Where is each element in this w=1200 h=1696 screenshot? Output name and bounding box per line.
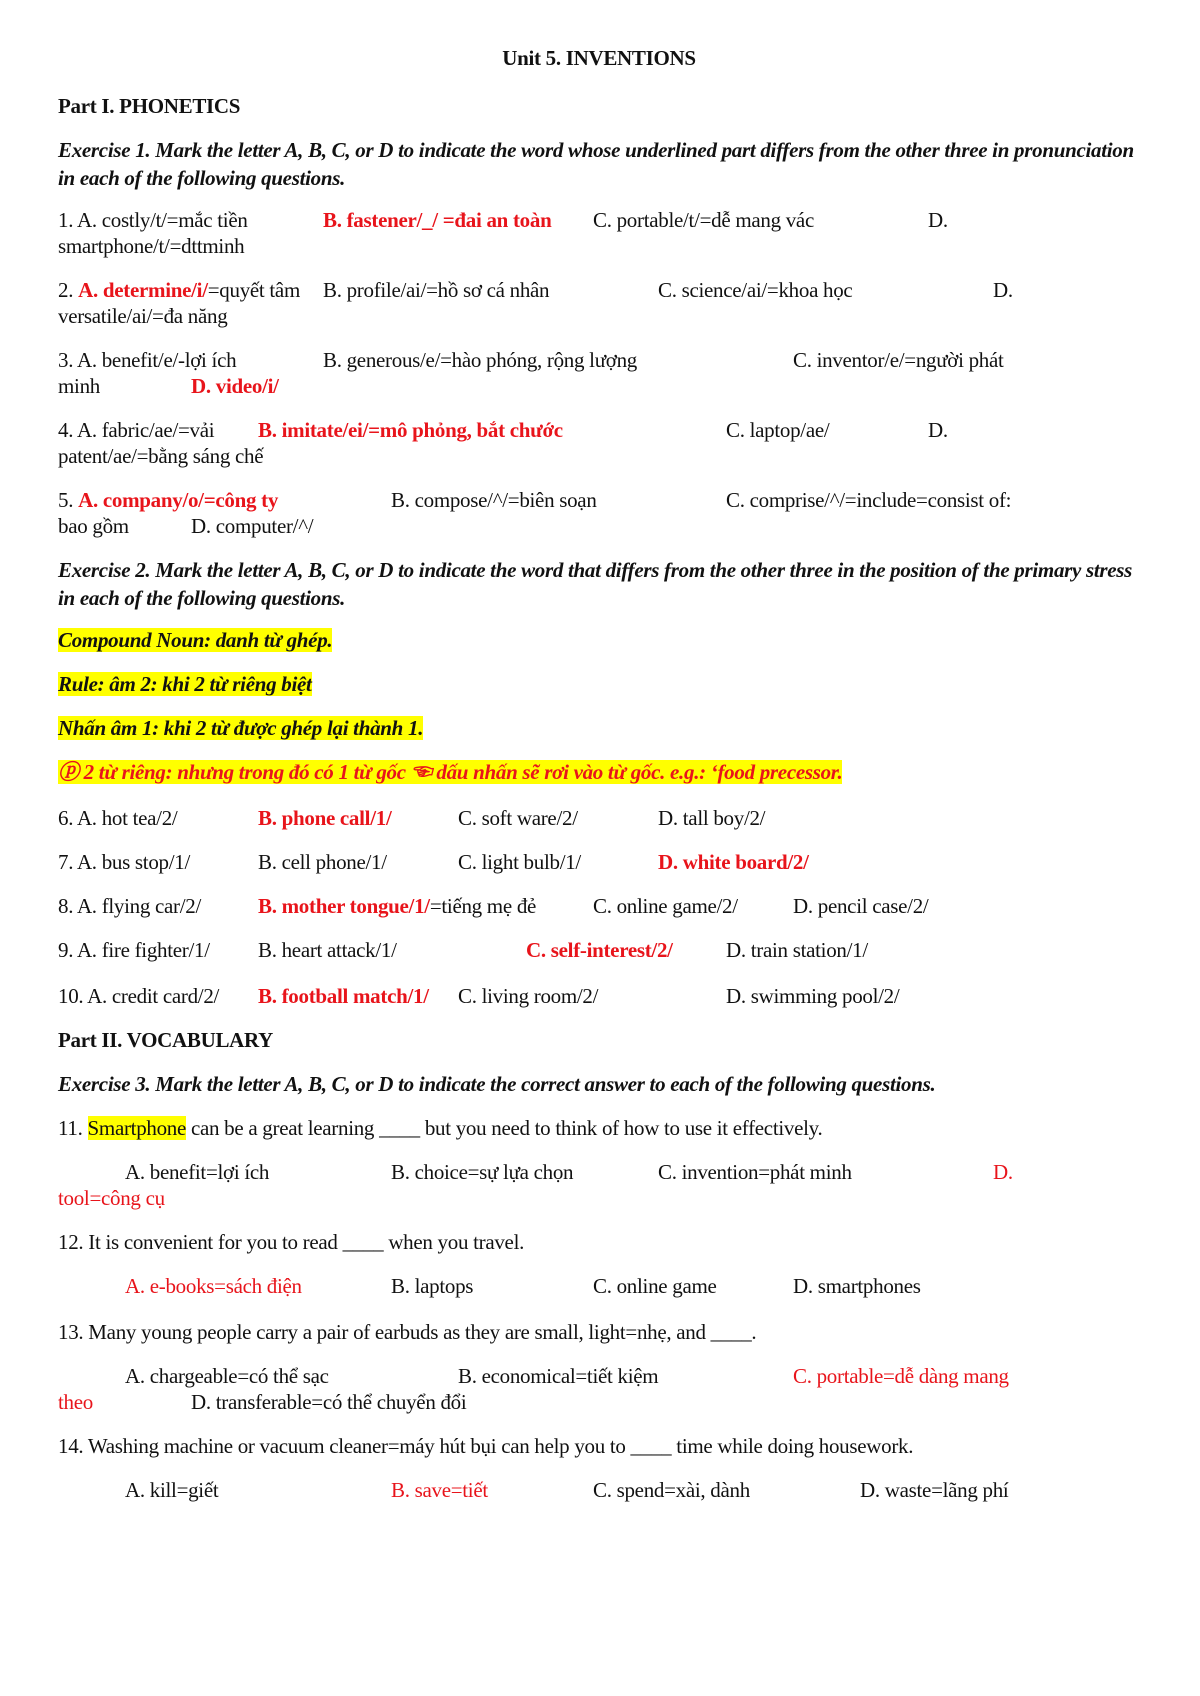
option-d: D. pencil case/2/ <box>793 894 929 918</box>
option-d: D. transferable=có thể chuyển đổi <box>191 1390 467 1414</box>
option-c: C. living room/2/ <box>458 984 599 1008</box>
option-a: A. fabric/ae/=vải <box>76 418 215 442</box>
highlighted-word: Smartphone <box>87 1116 187 1140</box>
option-d-continued: tool=công cụ <box>58 1186 165 1210</box>
question-text: can be a great learning ____ but you need to think of how to use it effectively. <box>186 1116 823 1140</box>
highlighted-note: Nhấn âm 1: khi 2 từ được ghép lại thành 1. <box>58 716 424 740</box>
option-c: C. light bulb/1/ <box>458 850 581 874</box>
option-d: D. <box>928 208 948 232</box>
option-c: C. soft ware/2/ <box>458 806 578 830</box>
part-heading: Part II. VOCABULARY <box>58 1028 274 1052</box>
option-c: C. comprise/^/=include=consist of: <box>726 488 1012 512</box>
option-a: 10. A. credit card/2/ <box>58 984 220 1008</box>
question-number: 2. <box>58 278 79 302</box>
highlighted-note: Rule: âm 2: khi 2 từ riêng biệt <box>58 672 312 696</box>
question-number: 3. <box>58 348 77 372</box>
option-b-answer: B. football match/1/ <box>258 984 429 1008</box>
option-c-continued: bao gồm <box>58 514 129 538</box>
option-a-answer: A. company/o/=công ty <box>78 488 279 512</box>
option-d-answer: D. video/i/ <box>191 374 279 398</box>
option-d: D. <box>993 278 1013 302</box>
option-a: 8. A. flying car/2/ <box>58 894 202 918</box>
option-a-answer: A. e-books=sách điện <box>125 1274 302 1298</box>
option-a: 9. A. fire fighter/1/ <box>58 938 210 962</box>
question-number: 11. <box>58 1116 88 1140</box>
exercise-instruction: Exercise 1. Mark the letter A, B, C, or D to indicate the word whose underlined part differs from the other three in pronunciation in each of the following questions. <box>58 138 1134 190</box>
option-b-answer: B. mother tongue/1/ <box>258 894 430 918</box>
option-b: B. profile/ai/=hồ sơ cá nhân <box>323 278 550 302</box>
question-number: 4. <box>58 418 77 442</box>
exercise-instruction: Exercise 3. Mark the letter A, B, C, or D to indicate the correct answer to each of the following questions. <box>58 1072 936 1096</box>
option-c-answer: C. self-interest/2/ <box>526 938 673 962</box>
option-c: C. invention=phát minh <box>658 1160 852 1184</box>
question-number: 1. <box>58 208 77 232</box>
option-a-answer: A. determine/i/ <box>78 278 208 302</box>
option-a: A. chargeable=có thể sạc <box>125 1364 329 1388</box>
question-12-stem: 12. It is convenient for you to read ____ when you travel. <box>58 1230 525 1254</box>
option-c: C. spend=xài, dành <box>593 1478 750 1502</box>
option-c: C. inventor/e/=người phát <box>793 348 1004 372</box>
option-d-continued: versatile/ai/=đa năng <box>58 304 228 328</box>
option-c: C. science/ai/=khoa học <box>658 278 853 302</box>
option-d: D. computer/^/ <box>191 514 314 538</box>
option-a: A. kill=giết <box>125 1478 219 1502</box>
option-a: 7. A. bus stop/1/ <box>58 850 191 874</box>
option-c: C. online game/2/ <box>593 894 738 918</box>
option-d: D. swimming pool/2/ <box>726 984 900 1008</box>
question-13-stem: 13. Many young people carry a pair of earbuds as they are small, light=nhẹ, and ____. <box>58 1320 757 1344</box>
question-14-stem: 14. Washing machine or vacuum cleaner=máy hút bụi can help you to ____ time while doing housework. <box>58 1434 914 1458</box>
note-line <box>58 714 1140 742</box>
option-b: B. cell phone/1/ <box>258 850 387 874</box>
option-d: D. tall boy/2/ <box>658 806 766 830</box>
option-b: B. laptops <box>391 1274 474 1298</box>
note-line <box>58 626 1140 654</box>
option-a-gloss: =quyết tâm <box>207 278 300 302</box>
part-heading: Part I. PHONETICS <box>58 94 241 118</box>
option-c-continued: minh <box>58 374 100 398</box>
option-b: B. choice=sự lựa chọn <box>391 1160 574 1184</box>
highlighted-note: Compound Noun: danh từ ghép. <box>58 628 333 652</box>
option-d-answer: D. white board/2/ <box>658 850 809 874</box>
note-line <box>58 670 1140 698</box>
option-d: D. waste=lãng phí <box>860 1478 1009 1502</box>
option-b-answer: B. save=tiết <box>391 1478 488 1502</box>
highlighted-note: ⓟ 2 từ riêng: nhưng trong đó có 1 từ gốc ☜ dấu nhấn sẽ rơi vào từ gốc. e.g.: ‘food precessor. <box>58 760 843 784</box>
option-d: D. <box>928 418 948 442</box>
option-c: C. laptop/ae/ <box>726 418 830 442</box>
option-d-continued: smartphone/t/=dttminh <box>58 234 245 258</box>
option-a: A. benefit=lợi ích <box>125 1160 270 1184</box>
option-a: A. costly/t/=mắc tiền <box>76 208 248 232</box>
exercise-instruction: Exercise 2. Mark the letter A, B, C, or D to indicate the word that differs from the other three in the position of the primary stress in each of the following questions. <box>58 558 1133 610</box>
option-c: C. portable/t/=dễ mang vác <box>593 208 814 232</box>
question-number: 5. <box>58 488 79 512</box>
option-b: B. heart attack/1/ <box>258 938 397 962</box>
page-title: Unit 5. INVENTIONS <box>502 46 696 70</box>
option-b-answer: B. phone call/1/ <box>258 806 392 830</box>
question-11-stem <box>58 1114 1140 1142</box>
option-d-continued: patent/ae/=bằng sáng chế <box>58 444 264 468</box>
option-c-continued: theo <box>58 1390 93 1414</box>
option-a: A. benefit/e/-lợi ích <box>76 348 237 372</box>
option-c: C. online game <box>593 1274 717 1298</box>
option-b: B. compose/^/=biên soạn <box>391 488 597 512</box>
option-b-answer: B. fastener/_/ =đai an toàn <box>323 208 552 232</box>
option-b-answer: B. imitate/ei/=mô phỏng, bắt chước <box>258 418 563 442</box>
option-d: D. train station/1/ <box>726 938 868 962</box>
option-d-answer: D. <box>993 1160 1013 1184</box>
option-a: 6. A. hot tea/2/ <box>58 806 178 830</box>
option-c-answer: C. portable=dễ dàng mang <box>793 1364 1009 1388</box>
option-b: B. generous/e/=hào phóng, rộng lượng <box>323 348 637 372</box>
option-b-gloss: =tiếng mẹ đẻ <box>429 894 537 918</box>
note-line <box>58 758 1140 786</box>
option-d: D. smartphones <box>793 1274 921 1298</box>
option-b: B. economical=tiết kiệm <box>458 1364 659 1388</box>
